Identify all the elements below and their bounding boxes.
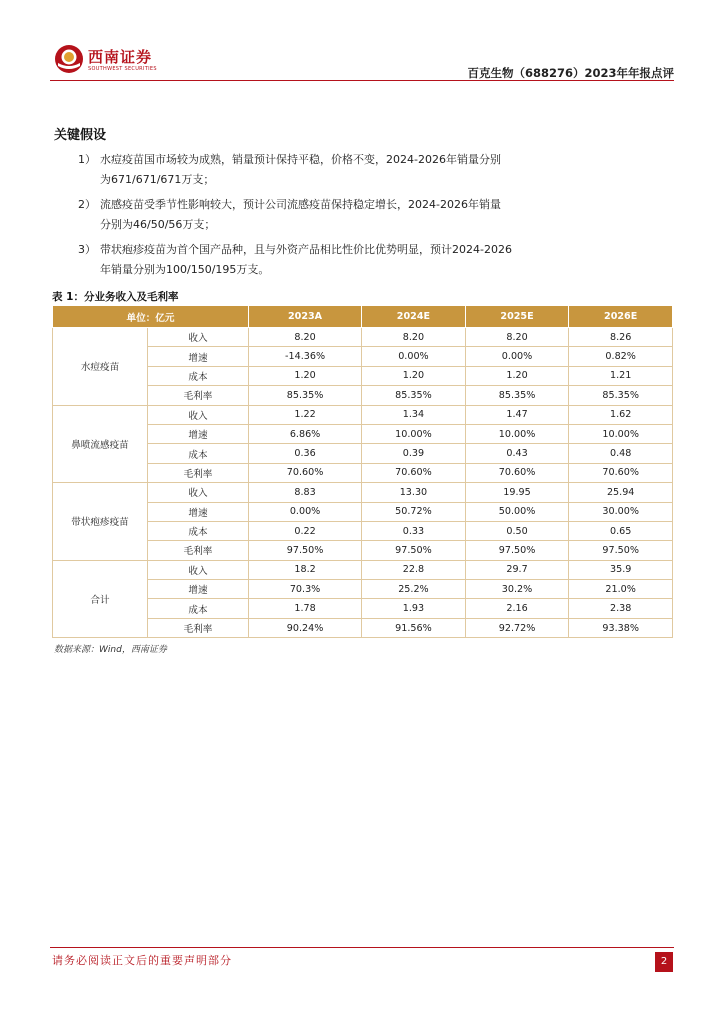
assumption-item bbox=[78, 240, 548, 280]
metric-label: 成本 bbox=[148, 521, 249, 540]
value-cell: 50.00% bbox=[465, 502, 569, 521]
value-cell: 92.72% bbox=[465, 618, 569, 637]
value-cell: 8.20 bbox=[249, 328, 362, 347]
assumption-text: 流感疫苗受季节性影响较大，预计公司流感疫苗保持稳定增长，2024-2026年销量 bbox=[100, 198, 501, 211]
footer-disclaimer: 请务必阅读正文后的重要声明部分 bbox=[52, 954, 232, 967]
header-divider bbox=[50, 80, 674, 81]
metric-label: 收入 bbox=[148, 483, 249, 502]
value-cell: 0.65 bbox=[569, 521, 673, 540]
value-cell: 85.35% bbox=[362, 386, 466, 405]
metric-label: 成本 bbox=[148, 599, 249, 618]
value-cell: 70.60% bbox=[569, 463, 673, 482]
header-year: 2025E bbox=[465, 306, 569, 328]
value-cell: 2.38 bbox=[569, 599, 673, 618]
metric-label: 增速 bbox=[148, 580, 249, 599]
value-cell: 35.9 bbox=[569, 560, 673, 579]
assumption-number: 1） bbox=[78, 153, 96, 166]
value-cell: 0.36 bbox=[249, 444, 362, 463]
revenue-margin-table bbox=[52, 305, 673, 638]
value-cell: 1.62 bbox=[569, 405, 673, 424]
footer-divider bbox=[50, 947, 674, 948]
metric-label: 成本 bbox=[148, 366, 249, 385]
assumption-number: 2） bbox=[78, 198, 96, 211]
value-cell: 10.00% bbox=[569, 424, 673, 443]
value-cell: 30.2% bbox=[465, 580, 569, 599]
assumption-text-cont: 为671/671/671万支； bbox=[100, 173, 215, 186]
value-cell: 10.00% bbox=[362, 424, 466, 443]
value-cell: 0.33 bbox=[362, 521, 466, 540]
value-cell: 21.0% bbox=[569, 580, 673, 599]
value-cell: 97.50% bbox=[249, 541, 362, 560]
assumption-item bbox=[78, 150, 548, 190]
logo-chinese-text: 西南证券 bbox=[88, 48, 153, 66]
value-cell: 1.22 bbox=[249, 405, 362, 424]
assumption-text: 水痘疫苗国市场较为成熟，销量预计保持平稳，价格不变，2024-2026年销量分别 bbox=[100, 153, 501, 166]
southwest-securities-logo-icon bbox=[54, 44, 84, 74]
value-cell: 8.20 bbox=[465, 328, 569, 347]
page-number: 2 bbox=[655, 952, 673, 972]
metric-label: 收入 bbox=[148, 560, 249, 579]
value-cell: -14.36% bbox=[249, 347, 362, 366]
metric-label: 增速 bbox=[148, 347, 249, 366]
value-cell: 85.35% bbox=[569, 386, 673, 405]
value-cell: 1.78 bbox=[249, 599, 362, 618]
value-cell: 30.00% bbox=[569, 502, 673, 521]
metric-label: 成本 bbox=[148, 444, 249, 463]
value-cell: 0.48 bbox=[569, 444, 673, 463]
value-cell: 85.35% bbox=[249, 386, 362, 405]
value-cell: 1.20 bbox=[249, 366, 362, 385]
group-label: 鼻喷流感疫苗 bbox=[53, 405, 148, 483]
value-cell: 93.38% bbox=[569, 618, 673, 637]
value-cell: 8.26 bbox=[569, 328, 673, 347]
value-cell: 0.00% bbox=[249, 502, 362, 521]
value-cell: 1.20 bbox=[465, 366, 569, 385]
value-cell: 0.00% bbox=[362, 347, 466, 366]
assumption-text-cont: 年销量分别为100/150/195万支。 bbox=[100, 263, 270, 276]
source-note: 数据来源：Wind，西南证券 bbox=[54, 645, 167, 655]
header-year: 2026E bbox=[569, 306, 673, 328]
value-cell: 1.34 bbox=[362, 405, 466, 424]
value-cell: 18.2 bbox=[249, 560, 362, 579]
header-year: 2024E bbox=[362, 306, 466, 328]
value-cell: 25.94 bbox=[569, 483, 673, 502]
value-cell: 1.93 bbox=[362, 599, 466, 618]
value-cell: 97.50% bbox=[569, 541, 673, 560]
value-cell: 6.86% bbox=[249, 424, 362, 443]
section-title: 关键假设 bbox=[54, 128, 107, 143]
metric-label: 增速 bbox=[148, 502, 249, 521]
value-cell: 25.2% bbox=[362, 580, 466, 599]
table-row bbox=[53, 560, 673, 579]
table-header-row bbox=[53, 306, 673, 328]
value-cell: 8.83 bbox=[249, 483, 362, 502]
value-cell: 2.16 bbox=[465, 599, 569, 618]
value-cell: 8.20 bbox=[362, 328, 466, 347]
group-label: 合计 bbox=[53, 560, 148, 638]
metric-label: 毛利率 bbox=[148, 463, 249, 482]
value-cell: 50.72% bbox=[362, 502, 466, 521]
value-cell: 97.50% bbox=[465, 541, 569, 560]
page-header bbox=[50, 40, 674, 82]
value-cell: 1.21 bbox=[569, 366, 673, 385]
assumption-text: 带状疱疹疫苗为首个国产品种，且与外资产品相比性价比优势明显，预计2024-2026 bbox=[100, 243, 512, 256]
metric-label: 收入 bbox=[148, 328, 249, 347]
value-cell: 0.00% bbox=[465, 347, 569, 366]
value-cell: 1.20 bbox=[362, 366, 466, 385]
value-cell: 85.35% bbox=[465, 386, 569, 405]
logo-english-text: SOUTHWEST SECURITIES bbox=[88, 66, 157, 72]
table-row bbox=[53, 405, 673, 424]
header-unit: 单位：亿元 bbox=[53, 306, 249, 328]
value-cell: 90.24% bbox=[249, 618, 362, 637]
table-caption: 表 1：分业务收入及毛利率 bbox=[52, 291, 179, 303]
value-cell: 0.39 bbox=[362, 444, 466, 463]
value-cell: 91.56% bbox=[362, 618, 466, 637]
table-row bbox=[53, 328, 673, 347]
value-cell: 10.00% bbox=[465, 424, 569, 443]
value-cell: 0.43 bbox=[465, 444, 569, 463]
group-label: 带状疱疹疫苗 bbox=[53, 483, 148, 561]
report-title: 百克生物（688276）2023年年报点评 bbox=[467, 66, 674, 80]
value-cell: 29.7 bbox=[465, 560, 569, 579]
value-cell: 0.22 bbox=[249, 521, 362, 540]
metric-label: 毛利率 bbox=[148, 541, 249, 560]
table-row bbox=[53, 483, 673, 502]
group-label: 水痘疫苗 bbox=[53, 328, 148, 406]
value-cell: 1.47 bbox=[465, 405, 569, 424]
value-cell: 70.3% bbox=[249, 580, 362, 599]
value-cell: 0.50 bbox=[465, 521, 569, 540]
assumption-text-cont: 分别为46/50/56万支； bbox=[100, 218, 216, 231]
value-cell: 97.50% bbox=[362, 541, 466, 560]
assumption-item bbox=[78, 195, 548, 235]
metric-label: 毛利率 bbox=[148, 618, 249, 637]
value-cell: 22.8 bbox=[362, 560, 466, 579]
value-cell: 70.60% bbox=[362, 463, 466, 482]
metric-label: 收入 bbox=[148, 405, 249, 424]
metric-label: 毛利率 bbox=[148, 386, 249, 405]
assumption-number: 3） bbox=[78, 243, 96, 256]
value-cell: 19.95 bbox=[465, 483, 569, 502]
metric-label: 增速 bbox=[148, 424, 249, 443]
value-cell: 70.60% bbox=[465, 463, 569, 482]
value-cell: 0.82% bbox=[569, 347, 673, 366]
header-year: 2023A bbox=[249, 306, 362, 328]
value-cell: 70.60% bbox=[249, 463, 362, 482]
value-cell: 13.30 bbox=[362, 483, 466, 502]
